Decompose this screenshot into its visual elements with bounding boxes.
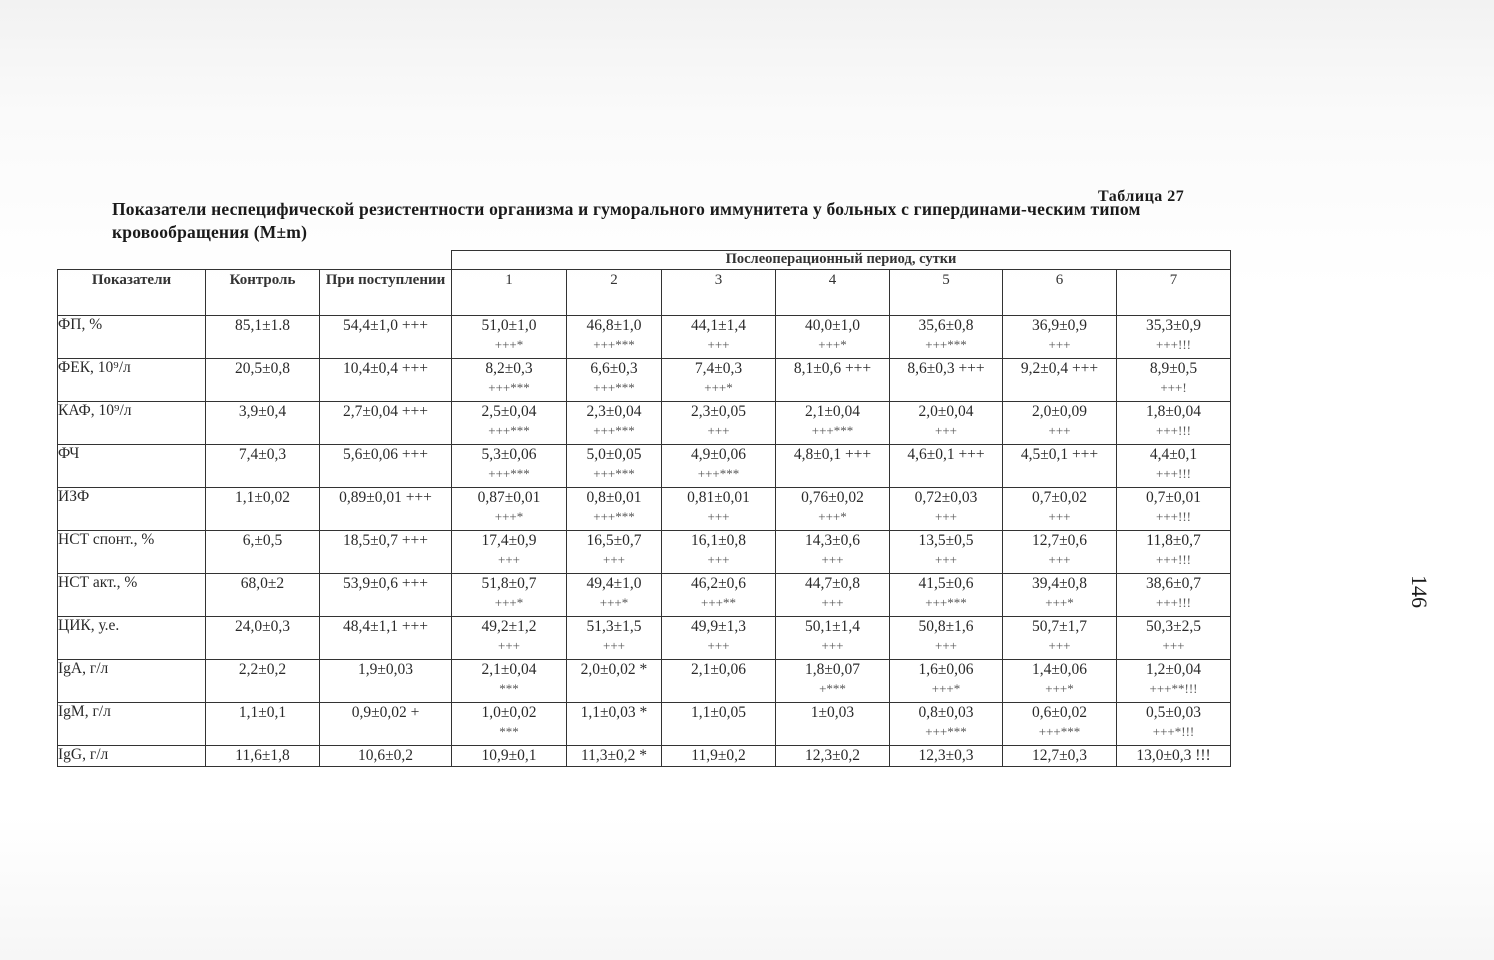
- cell-significance-marker: +++**!!!: [1149, 681, 1198, 696]
- header-row: [58, 270, 1231, 316]
- table-cell: [662, 660, 776, 703]
- cell-significance-marker: +++!!!: [1156, 423, 1191, 438]
- cell-value: 0,7±0,02: [1031, 489, 1087, 506]
- table-cell: [776, 703, 890, 746]
- cell-significance-marker: +++: [498, 638, 520, 653]
- cell-significance-marker: +++: [707, 423, 730, 438]
- table-cell: [776, 746, 890, 767]
- cell-significance-marker: +++***: [593, 423, 635, 438]
- table-cell: [776, 531, 890, 574]
- cell-value: 13,5±0,5: [918, 532, 974, 549]
- cell-value: 2,0±0,04: [918, 403, 974, 420]
- cell-value: 2,0±0,02 *: [580, 661, 648, 678]
- row-label: ФП, %: [58, 316, 206, 359]
- table-cell: [1117, 488, 1231, 531]
- cell-value: 1,4±0,06: [1031, 661, 1087, 678]
- table-cell: [206, 703, 320, 746]
- cell-value: 2,7±0,04 +++: [342, 403, 429, 420]
- cell-significance-marker: +++: [935, 638, 957, 653]
- table-cell: [662, 316, 776, 359]
- cell-value: 12,3±0,2: [804, 747, 860, 764]
- table-cell: [1003, 402, 1117, 445]
- table-cell: [567, 488, 662, 531]
- cell-significance-marker: +++*: [704, 380, 733, 395]
- header-group-title: Послеоперационный период, сутки: [452, 251, 1231, 270]
- cell-value: 0,87±0,01: [477, 489, 541, 506]
- table-cell: [320, 488, 452, 531]
- table-cell: [1117, 445, 1231, 488]
- cell-value: 1,0±0,02: [481, 704, 537, 721]
- table-cell: [662, 488, 776, 531]
- table-cell: [890, 488, 1003, 531]
- cell-value: 1±0,03: [810, 704, 855, 721]
- table-cell: [452, 359, 567, 402]
- table-cell: [1003, 660, 1117, 703]
- table-cell: [662, 531, 776, 574]
- table-cell: [776, 660, 890, 703]
- cell-significance-marker: +++: [821, 638, 844, 653]
- cell-value: 5,3±0,06: [481, 446, 537, 463]
- cell-value: 35,3±0,9: [1145, 317, 1201, 334]
- table-row: [58, 359, 1231, 402]
- table-cell: [662, 445, 776, 488]
- table-cell: [320, 660, 452, 703]
- table-cell: [662, 746, 776, 767]
- table-cell: [776, 316, 890, 359]
- cell-significance-marker: +++***: [925, 595, 967, 610]
- cell-value: 51,0±1,0: [481, 317, 537, 334]
- row-label: IgG, г/л: [58, 746, 206, 767]
- row-label: НСТ акт., %: [58, 574, 206, 617]
- cell-value: 18,5±0,7 +++: [342, 532, 429, 549]
- table-cell: [320, 316, 452, 359]
- cell-significance-marker: +++: [707, 509, 730, 524]
- table-cell: [206, 445, 320, 488]
- cell-significance-marker: +++**: [701, 595, 736, 610]
- cell-significance-marker: +++: [935, 552, 957, 567]
- table-cell: [662, 574, 776, 617]
- table-cell: [890, 574, 1003, 617]
- table-cell: [1117, 531, 1231, 574]
- cell-value: 48,4±1,1 +++: [342, 618, 429, 635]
- header-day-2: 2: [567, 270, 662, 316]
- row-label: IgA, г/л: [58, 660, 206, 703]
- row-label: ФЧ: [58, 445, 206, 488]
- cell-value: 12,7±0,3: [1031, 747, 1087, 764]
- table-cell: [320, 703, 452, 746]
- table-row: [58, 574, 1231, 617]
- table-cell: [890, 316, 1003, 359]
- cell-value: 68,0±2: [240, 575, 285, 592]
- table-number-label: Таблица 27: [1098, 188, 1185, 205]
- table-cell: [662, 359, 776, 402]
- cell-significance-marker: +++***: [593, 466, 635, 481]
- table-cell: [206, 402, 320, 445]
- cell-value: 1,9±0,03: [357, 661, 413, 678]
- table-cell: [206, 531, 320, 574]
- cell-value: 5,0±0,05: [586, 446, 642, 463]
- cell-value: 10,6±0,2: [357, 747, 413, 764]
- table-cell: [452, 316, 567, 359]
- cell-significance-marker: +++***: [488, 380, 530, 395]
- cell-significance-marker: +++***: [488, 466, 530, 481]
- table-cell: [1003, 359, 1117, 402]
- table-cell: [890, 746, 1003, 767]
- cell-value: 50,7±1,7: [1031, 618, 1087, 635]
- cell-significance-marker: +++!!!: [1156, 595, 1191, 610]
- table-cell: [567, 746, 662, 767]
- cell-significance-marker: +++*: [599, 595, 629, 610]
- cell-value: 2,5±0,04: [481, 403, 537, 420]
- cell-significance-marker: +++!!!: [1156, 552, 1191, 567]
- table-cell: [206, 574, 320, 617]
- table-cell: [320, 746, 452, 767]
- table-cell: [452, 617, 567, 660]
- cell-value: 39,4±0,8: [1031, 575, 1087, 592]
- table-row: [58, 445, 1231, 488]
- cell-value: 11,6±1,8: [235, 747, 290, 764]
- cell-value: 35,6±0,8: [918, 317, 974, 334]
- cell-value: 0,8±0,03: [918, 704, 974, 721]
- table-cell: [567, 703, 662, 746]
- table-cell: [890, 660, 1003, 703]
- cell-value: 7,4±0,3: [238, 446, 287, 463]
- cell-value: 1,2±0,04: [1145, 661, 1201, 678]
- table-cell: [320, 574, 452, 617]
- row-label: КАФ, 10⁹/л: [58, 402, 206, 445]
- cell-significance-marker: +++*: [818, 337, 847, 352]
- table-cell: [452, 445, 567, 488]
- table-cell: [1117, 359, 1231, 402]
- cell-significance-marker: +++: [1048, 423, 1071, 438]
- table-cell: [662, 703, 776, 746]
- cell-value: 11,3±0,2 *: [580, 747, 648, 764]
- cell-value: 14,3±0,6: [804, 532, 860, 549]
- cell-significance-marker: +++: [707, 552, 730, 567]
- table-cell: [452, 703, 567, 746]
- data-table: [57, 250, 1231, 767]
- table-cell: [452, 660, 567, 703]
- page-number: 146: [1407, 575, 1432, 608]
- header-day-1: 1: [452, 270, 567, 316]
- table-cell: [206, 359, 320, 402]
- table-cell: [1003, 703, 1117, 746]
- cell-value: 2,2±0,2: [238, 661, 287, 678]
- table-cell: [206, 746, 320, 767]
- cell-significance-marker: +++*: [1045, 595, 1074, 610]
- cell-significance-marker: +++*: [818, 509, 847, 524]
- cell-value: 6,6±0,3: [590, 360, 638, 377]
- cell-significance-marker: +++: [707, 337, 730, 352]
- cell-significance-marker: +++***: [593, 380, 635, 395]
- cell-significance-marker: +++: [935, 509, 957, 524]
- table-cell: [890, 617, 1003, 660]
- cell-value: 0,72±0,03: [914, 489, 978, 506]
- cell-value: 9,2±0,4 +++: [1020, 360, 1099, 377]
- cell-value: 4,4±0,1: [1149, 446, 1198, 463]
- table-cell: [890, 402, 1003, 445]
- cell-value: 0,8±0,01: [586, 489, 642, 506]
- cell-value: 51,3±1,5: [586, 618, 642, 635]
- cell-value: 4,9±0,06: [690, 446, 746, 463]
- table-cell: [206, 660, 320, 703]
- cell-value: 13,0±0,3 !!!: [1136, 747, 1211, 764]
- cell-value: 0,5±0,03: [1145, 704, 1201, 721]
- table-row: [58, 316, 1231, 359]
- cell-value: 7,4±0,3: [694, 360, 743, 377]
- table-cell: [890, 531, 1003, 574]
- cell-value: 20,5±0,8: [234, 360, 290, 377]
- cell-significance-marker: +++: [707, 638, 730, 653]
- table-cell: [452, 746, 567, 767]
- cell-value: 2,1±0,06: [690, 661, 746, 678]
- cell-significance-marker: ***: [499, 681, 519, 696]
- table-cell: [567, 402, 662, 445]
- cell-value: 17,4±0,9: [481, 532, 537, 549]
- cell-significance-marker: +++: [821, 595, 844, 610]
- table-row: [58, 488, 1231, 531]
- cell-value: 40,0±1,0: [804, 317, 860, 334]
- cell-value: 0,7±0,01: [1145, 489, 1201, 506]
- cell-value: 2,3±0,05: [690, 403, 746, 420]
- cell-value: 12,3±0,3: [918, 747, 974, 764]
- cell-value: 4,6±0,1 +++: [907, 446, 985, 463]
- cell-value: 8,2±0,3: [485, 360, 533, 377]
- cell-value: 0,9±0,02 +: [351, 704, 420, 721]
- table-cell: [776, 445, 890, 488]
- header-group-row: [58, 251, 1231, 270]
- cell-value: 38,6±0,7: [1145, 575, 1201, 592]
- table-cell: [776, 488, 890, 531]
- header-day-4: 4: [776, 270, 890, 316]
- cell-value: 49,2±1,2: [481, 618, 537, 635]
- table-cell: [452, 531, 567, 574]
- cell-significance-marker: +++: [821, 552, 844, 567]
- cell-significance-marker: +***: [819, 681, 846, 696]
- cell-significance-marker: +++***: [1038, 724, 1081, 739]
- cell-value: 8,9±0,5: [1149, 360, 1198, 377]
- cell-significance-marker: +++*: [931, 681, 961, 696]
- cell-significance-marker: +++!!!: [1156, 466, 1191, 481]
- table-cell: [1003, 488, 1117, 531]
- table-cell: [567, 660, 662, 703]
- table-cell: [776, 574, 890, 617]
- table-cell: [1003, 617, 1117, 660]
- cell-value: 51,8±0,7: [481, 575, 537, 592]
- header-control: Контроль: [206, 270, 320, 316]
- cell-value: 50,8±1,6: [918, 618, 974, 635]
- table-row: [58, 660, 1231, 703]
- table-cell: [1117, 402, 1231, 445]
- header-day-6: 6: [1003, 270, 1117, 316]
- table-cell: [1117, 660, 1231, 703]
- cell-significance-marker: +++: [1162, 638, 1185, 653]
- cell-value: 10,9±0,1: [481, 747, 537, 764]
- cell-value: 1,8±0,04: [1145, 403, 1201, 420]
- table-cell: [452, 488, 567, 531]
- row-label: ЦИК, у.е.: [58, 617, 206, 660]
- cell-value: 5,6±0,06 +++: [342, 446, 429, 463]
- cell-value: 0,89±0,01 +++: [339, 489, 432, 506]
- cell-value: 44,7±0,8: [804, 575, 860, 592]
- table-cell: [206, 488, 320, 531]
- cell-significance-marker: +++: [603, 552, 625, 567]
- table-cell: [1003, 445, 1117, 488]
- cell-significance-marker: +++*: [494, 595, 524, 610]
- cell-value: 2,1±0,04: [481, 661, 537, 678]
- cell-value: 85,1±1.8: [234, 317, 290, 334]
- table-cell: [567, 574, 662, 617]
- table-cell: [776, 617, 890, 660]
- cell-value: 16,1±0,8: [690, 532, 746, 549]
- cell-significance-marker: +++!!!: [1156, 509, 1191, 524]
- table-cell: [567, 445, 662, 488]
- table-cell: [1003, 316, 1117, 359]
- cell-value: 41,5±0,6: [918, 575, 974, 592]
- cell-value: 10,4±0,4 +++: [342, 360, 429, 377]
- row-label: IgM, г/л: [58, 703, 206, 746]
- cell-value: 50,1±1,4: [804, 618, 860, 635]
- cell-value: 53,9±0,6 +++: [342, 575, 429, 592]
- table-row: [58, 746, 1231, 767]
- table-cell: [567, 359, 662, 402]
- cell-significance-marker: +++*: [494, 509, 524, 524]
- table-cell: [320, 402, 452, 445]
- cell-value: 24,0±0,3: [234, 618, 290, 635]
- cell-value: 46,8±1,0: [586, 317, 642, 334]
- table-cell: [1003, 531, 1117, 574]
- table-cell: [206, 316, 320, 359]
- cell-significance-marker: +++!: [1160, 380, 1187, 395]
- table-cell: [1117, 746, 1231, 767]
- cell-significance-marker: +++: [498, 552, 520, 567]
- cell-significance-marker: +++: [603, 638, 625, 653]
- table-cell: [890, 359, 1003, 402]
- table-cell: [1117, 316, 1231, 359]
- cell-value: 16,5±0,7: [586, 532, 642, 549]
- header-admission: При поступлении: [320, 270, 452, 316]
- cell-value: 1,1±0,03 *: [580, 704, 648, 721]
- cell-value: 11,9±0,2: [691, 747, 746, 764]
- cell-value: 54,4±1,0 +++: [342, 317, 429, 334]
- cell-value: 46,2±0,6: [690, 575, 746, 592]
- table-cell: [776, 359, 890, 402]
- table-cell: [567, 316, 662, 359]
- header-blank: [58, 251, 452, 270]
- header-day-7: 7: [1117, 270, 1231, 316]
- cell-significance-marker: +++: [1048, 552, 1071, 567]
- cell-significance-marker: +++: [1048, 337, 1071, 352]
- header-day-5: 5: [890, 270, 1003, 316]
- cell-value: 0,81±0,01: [687, 489, 750, 506]
- table-cell: [1117, 617, 1231, 660]
- table-cell: [452, 574, 567, 617]
- table-cell: [662, 402, 776, 445]
- cell-value: 4,8±0,1 +++: [793, 446, 872, 463]
- cell-value: 49,9±1,3: [690, 618, 746, 635]
- table-cell: [206, 617, 320, 660]
- table-body: [58, 316, 1231, 767]
- cell-value: 1,6±0,06: [918, 661, 974, 678]
- table-title: Показатели неспецифической резистентности организма и гуморального иммунитета у больных с гипердинами-ческим типом кровообращения (M±m): [112, 199, 1141, 242]
- cell-significance-marker: +++: [1048, 509, 1071, 524]
- cell-value: 1,1±0,05: [690, 704, 746, 721]
- cell-significance-marker: +++***: [488, 423, 530, 438]
- table-row: [58, 617, 1231, 660]
- table-cell: [890, 703, 1003, 746]
- cell-significance-marker: +++*: [1045, 681, 1074, 696]
- table-cell: [452, 402, 567, 445]
- table-cell: [662, 617, 776, 660]
- cell-value: 50,3±2,5: [1145, 618, 1201, 635]
- table-cell: [320, 445, 452, 488]
- cell-significance-marker: +++***: [925, 724, 967, 739]
- cell-significance-marker: +++: [935, 423, 957, 438]
- row-label: ФЕК, 10⁹/л: [58, 359, 206, 402]
- cell-value: 44,1±1,4: [690, 317, 746, 334]
- cell-significance-marker: ***: [499, 724, 519, 739]
- cell-significance-marker: +++***: [593, 337, 635, 352]
- table-cell: [320, 617, 452, 660]
- table-row: [58, 402, 1231, 445]
- cell-significance-marker: +++***: [811, 423, 854, 438]
- cell-significance-marker: +++***: [593, 509, 635, 524]
- cell-value: 1,8±0,07: [804, 661, 860, 678]
- cell-significance-marker: +++*!!!: [1152, 724, 1195, 739]
- cell-value: 2,1±0,04: [804, 403, 860, 420]
- table-cell: [567, 531, 662, 574]
- cell-value: 12,7±0,6: [1031, 532, 1087, 549]
- table-cell: [1003, 746, 1117, 767]
- table-cell: [320, 531, 452, 574]
- table-cell: [567, 617, 662, 660]
- cell-value: 2,3±0,04: [586, 403, 642, 420]
- row-label: ИЗФ: [58, 488, 206, 531]
- table-cell: [890, 445, 1003, 488]
- cell-value: 1,1±0,02: [234, 489, 290, 506]
- cell-value: 49,4±1,0: [586, 575, 642, 592]
- table-cell: [776, 402, 890, 445]
- table-cell: [1117, 574, 1231, 617]
- table-cell: [1003, 574, 1117, 617]
- cell-value: 3,9±0,4: [238, 403, 287, 420]
- cell-value: 4,5±0,1 +++: [1020, 446, 1099, 463]
- table-row: [58, 531, 1231, 574]
- cell-value: 36,9±0,9: [1031, 317, 1087, 334]
- cell-value: 0,76±0,02: [801, 489, 864, 506]
- table-cell: [320, 359, 452, 402]
- cell-value: 8,1±0,6 +++: [793, 360, 872, 377]
- cell-significance-marker: +++***: [697, 466, 740, 481]
- cell-value: 0,6±0,02: [1031, 704, 1087, 721]
- cell-significance-marker: +++!!!: [1156, 337, 1191, 352]
- cell-value: 6,±0,5: [242, 532, 283, 549]
- cell-significance-marker: +++: [1048, 638, 1071, 653]
- table-cell: [1117, 703, 1231, 746]
- cell-value: 1,1±0,1: [238, 704, 287, 721]
- cell-significance-marker: +++*: [494, 337, 524, 352]
- row-label: НСТ спонт., %: [58, 531, 206, 574]
- cell-significance-marker: +++***: [925, 337, 967, 352]
- cell-value: 11,8±0,7: [1146, 532, 1201, 549]
- cell-value: 2,0±0,09: [1031, 403, 1087, 420]
- cell-value: 8,6±0,3 +++: [907, 360, 985, 377]
- header-indicator: Показатели: [58, 270, 206, 316]
- table-row: [58, 703, 1231, 746]
- header-day-3: 3: [662, 270, 776, 316]
